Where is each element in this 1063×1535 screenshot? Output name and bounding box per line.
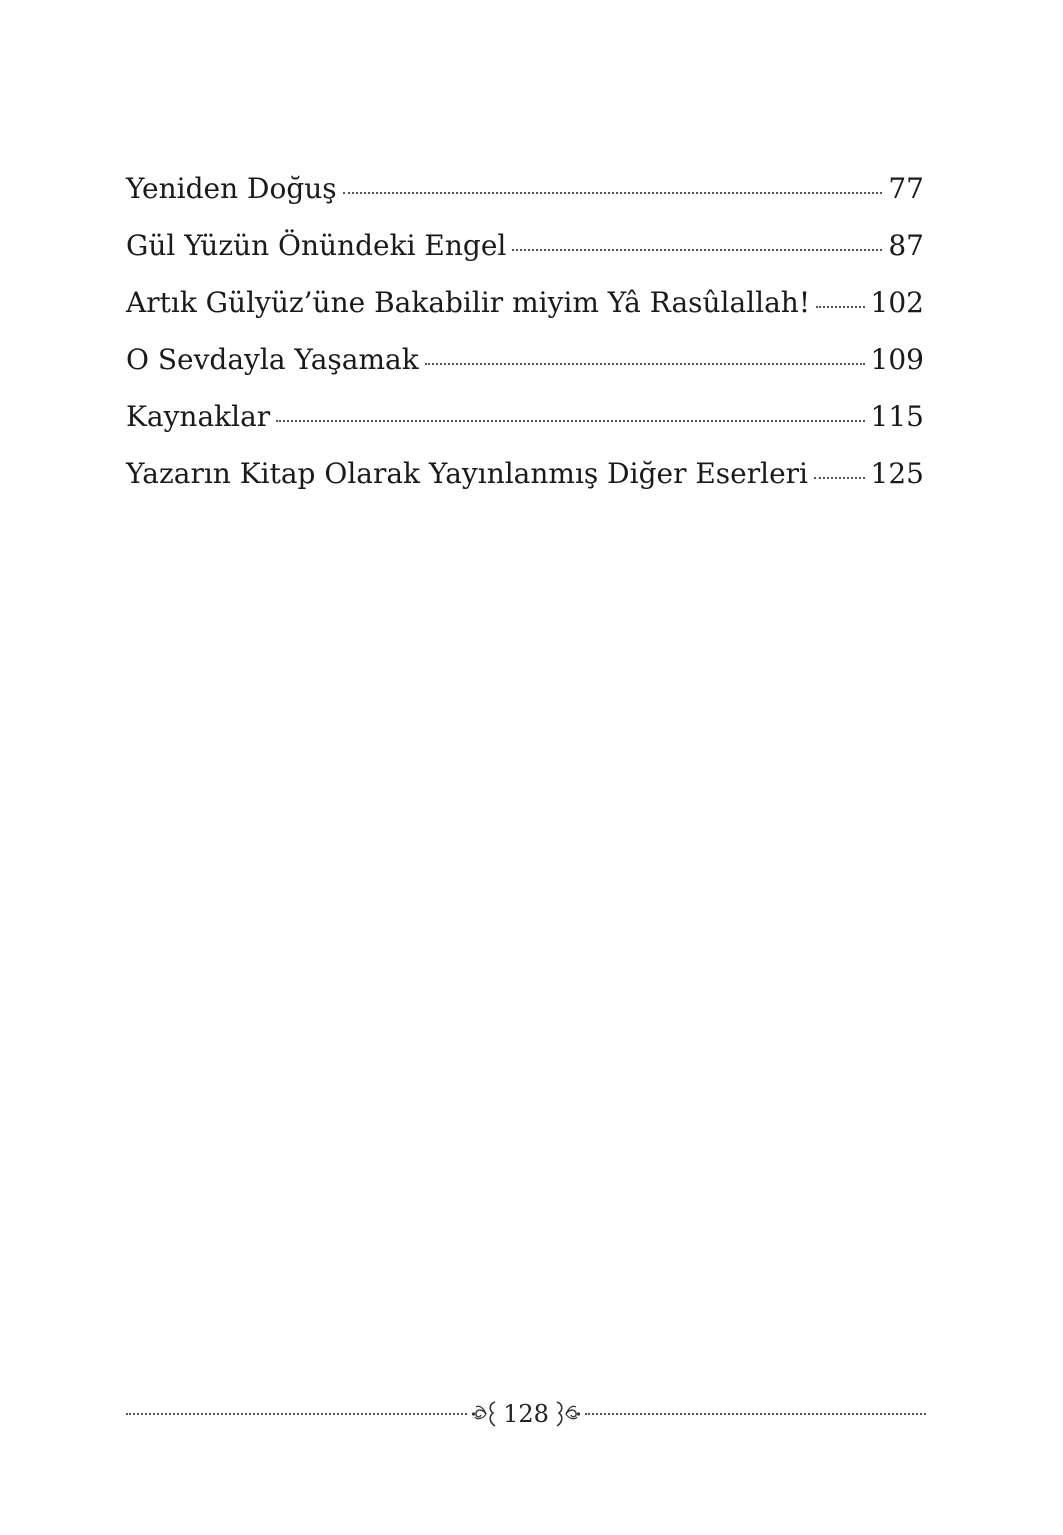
toc-entry-title: Gül Yüzün Önündeki Engel bbox=[126, 229, 507, 262]
table-of-contents bbox=[126, 160, 924, 502]
page-number: 128 bbox=[503, 1400, 549, 1428]
dot-leader bbox=[814, 477, 865, 479]
toc-entry[interactable] bbox=[126, 445, 924, 502]
toc-entry[interactable] bbox=[126, 388, 924, 445]
toc-entry-title: O Sevdayla Yaşamak bbox=[126, 343, 419, 376]
toc-entry-title: Kaynaklar bbox=[126, 400, 271, 433]
toc-entry-page: 125 bbox=[870, 457, 924, 490]
footer-dotted-rule-left bbox=[126, 1413, 467, 1415]
dot-leader bbox=[276, 420, 864, 422]
flourish-left-icon bbox=[471, 1399, 497, 1429]
toc-entry-page: 115 bbox=[870, 400, 924, 433]
dot-leader bbox=[816, 306, 864, 308]
toc-entry[interactable] bbox=[126, 331, 924, 388]
toc-entry-title: Yeniden Doğuş bbox=[126, 172, 337, 205]
dot-leader bbox=[425, 363, 865, 365]
toc-entry[interactable] bbox=[126, 274, 924, 331]
footer-dotted-rule-right bbox=[585, 1413, 926, 1415]
toc-entry-page: 87 bbox=[888, 229, 924, 262]
toc-entry-page: 77 bbox=[888, 172, 924, 205]
page-footer bbox=[126, 1394, 926, 1434]
toc-entry-page: 109 bbox=[870, 343, 924, 376]
toc-entry-title: Artık Gülyüz’üne Bakabilir miyim Yâ Rasûlallah! bbox=[126, 286, 811, 319]
dot-leader bbox=[343, 192, 883, 194]
toc-entry-page: 102 bbox=[870, 286, 924, 319]
toc-entry-title: Yazarın Kitap Olarak Yayınlanmış Diğer Eserleri bbox=[126, 457, 808, 490]
flourish-right-icon bbox=[555, 1399, 581, 1429]
dot-leader bbox=[512, 249, 882, 251]
page-number-block bbox=[467, 1399, 585, 1429]
toc-entry[interactable] bbox=[126, 217, 924, 274]
toc-entry[interactable] bbox=[126, 160, 924, 217]
